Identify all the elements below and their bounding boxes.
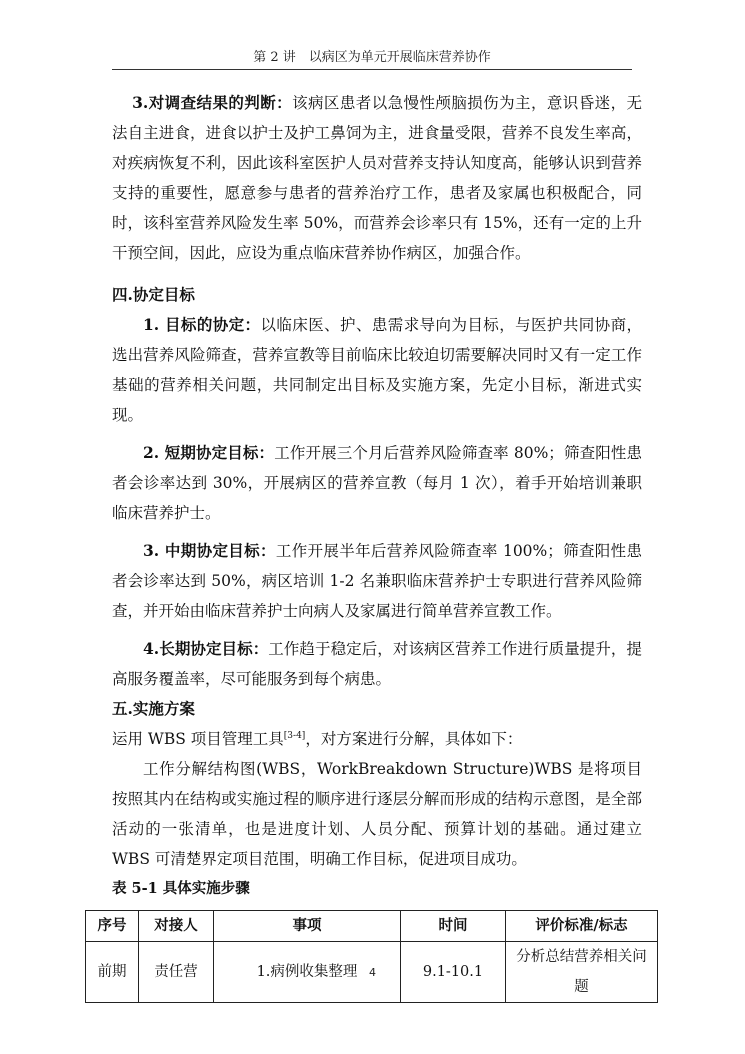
intro-text: 运用 WBS 项目管理工具 (112, 730, 284, 748)
table-header-cell: 评价标准/标志 (506, 911, 658, 942)
section3-lead: 3.对调查结果的判断： (132, 93, 293, 112)
goal-text: 工作开展半年后营养风险筛查率 100%；筛查阳性患者会诊率达到 50%，病区培训 1-2 名兼职临床营养护士专职进行营养风险筛查，并开始由临床营养护士向病人及家属进行简单营养宣教工作。 (112, 542, 642, 620)
section3-paragraph (112, 88, 642, 268)
table-cell: 9.1-10.1 (401, 942, 506, 1003)
goal-lead: 3. 中期协定目标： (143, 541, 276, 560)
citation-sup: [3-4] (283, 730, 306, 741)
section5-intro (112, 724, 642, 754)
running-header: 第 2 讲 以病区为单元开展临床营养协作 (253, 50, 491, 65)
spacer (112, 268, 642, 280)
goal-lead: 4.长期协定目标： (143, 639, 269, 658)
spacer (112, 430, 642, 438)
section3-text: 该病区患者以急慢性颅脑损伤为主，意识昏迷，无法自主进食，进食以护士及护工鼻饲为主，进食量受限，营养不良发生率高，对疾病恢复不利，因此该科室医护人员对营养支持认知度高，能够认识到营养支持的重要性，愿意参与患者的营养治疗工作，患者及家属也积极配合，同时，该科室营养风险发生率 50%，而营养会诊率只有 15%，还有一定的上升干预空间，因此，应设为重点临床营养协作病区，加强合作。 (112, 94, 642, 262)
spacer (112, 528, 642, 536)
goal-item (112, 438, 642, 528)
spacer (112, 626, 642, 634)
table-cell: 责任营 (139, 942, 214, 1003)
intro-text: ，对方案进行分解，具体如下： (305, 730, 523, 748)
goal-text: 以临床医、护、患需求导向为目标，与医护共同协商，选出营养风险筛查，营养宣教等目前临床比较迫切需要解决同时又有一定工作基础的营养相关问题，共同制定出目标及实施方案，先定小目标，渐进式实现。 (112, 316, 642, 424)
table-header-cell: 事项 (214, 911, 401, 942)
goal-text: 工作趋于稳定后，对该病区营养工作进行质量提升，提高服务覆盖率，尽可能服务到每个病患。 (112, 640, 642, 688)
goal-item (112, 536, 642, 626)
table-cell: 前期 (86, 942, 139, 1003)
section5-heading: 五.实施方案 (112, 699, 195, 718)
goal-item (112, 634, 642, 694)
table-header-cell: 对接人 (139, 911, 214, 942)
table-cell: 1.病例收集整理 (214, 942, 401, 1003)
goal-lead: 1. 目标的协定： (143, 315, 261, 334)
wbs-paragraph: 工作分解结构图(WBS，WorkBreakdown Structure)WBS 是将项目按照其内在结构或实施过程的顺序进行逐层分解而形成的结构示意图，是全部活动的一张清单，也是进度计划、人员分配、预算计划的基础。通过建立 WBS 可清楚界定项目范围，明确工作目标，促进项目成功。 (112, 760, 642, 868)
goal-item (112, 310, 642, 430)
section4-heading: 四.协定目标 (112, 285, 195, 304)
header-rule (112, 69, 632, 70)
implementation-table (85, 910, 658, 1003)
table-cell: 分析总结营养相关问题 (506, 942, 658, 1003)
page-number: 4 (369, 966, 376, 979)
table-header-cell: 时间 (401, 911, 506, 942)
goal-lead: 2. 短期协定目标： (143, 443, 275, 462)
goal-text: 工作开展三个月后营养风险筛查率 80%；筛查阳性患者会诊率达到 30%，开展病区的营养宣教（每月 1 次），着手开始培训兼职临床营养护士。 (112, 444, 643, 522)
document-body (97, 88, 647, 1003)
table-header-cell: 序号 (86, 911, 139, 942)
table-header-row (86, 911, 658, 942)
table-caption: 表 5-1 具体实施步骤 (112, 880, 250, 897)
